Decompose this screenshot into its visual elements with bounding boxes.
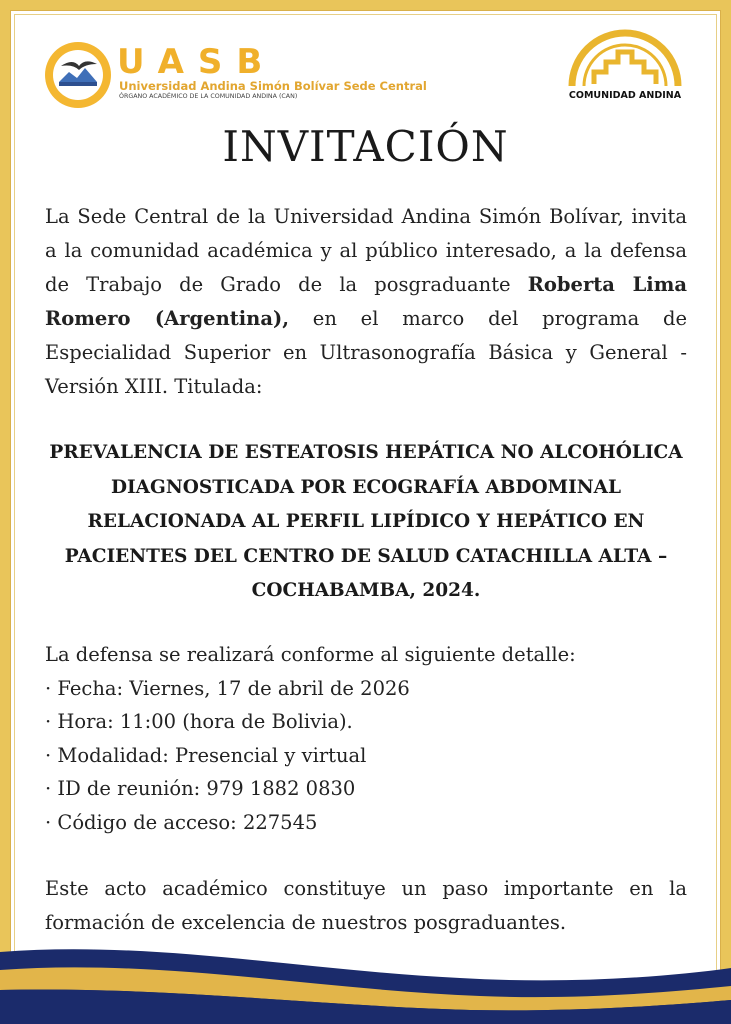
intro-text-2: en el marco del programa de Especialidad Superior en Ultrasonografía Básica y General - Versión XIII. Titulada:	[45, 307, 687, 398]
uasb-subtitle: Universidad Andina Simón Bolívar Sede Central	[119, 79, 427, 93]
page-title: INVITACIÓN	[222, 122, 509, 171]
intro-text-1: La Sede Central de la Universidad Andina Simón Bolívar, invita a la comunidad académica y al público interesado, a la defensa de Trabajo de Grado de la posgraduante	[45, 205, 687, 296]
closing-paragraph: Este acto académico constituye un paso importante en la formación de excelencia de nuestros posgraduantes.	[45, 877, 687, 934]
detail-fecha: · Fecha: Viernes, 17 de abril de 2026	[45, 676, 410, 700]
details-intro: La defensa se realizará conforme al siguiente detalle:	[45, 643, 576, 666]
uasb-logo	[45, 42, 427, 112]
comunidad-andina-emblem-icon	[562, 26, 688, 90]
defense-details	[45, 638, 687, 839]
comunidad-andina-label: COMUNIDAD ANDINA	[568, 90, 682, 101]
thesis-title: PREVALENCIA DE ESTEATOSIS HEPÁTICA NO ALCOHÓLICA DIAGNOSTICADA POR ECOGRAFÍA ABDOMINAL RELACIONADA AL PERFIL LIPÍDICO Y HEPÁTICO EN PACIENTES DEL CENTRO DE SALUD CATACHILLA ALTA – COCHABAMBA, 2024.	[49, 442, 683, 601]
footer-wave	[0, 930, 731, 1024]
comunidad-andina-logo	[562, 26, 688, 106]
uasb-tagline: ÓRGANO ACADÉMICO DE LA COMUNIDAD ANDINA (CAN)	[119, 93, 298, 100]
detail-modalidad: · Modalidad: Presencial y virtual	[45, 743, 367, 767]
uasb-wordmark: UASB	[117, 42, 277, 82]
student-name: Roberta Lima Romero (Argentina),	[45, 273, 687, 330]
detail-access-code: · Código de acceso: 227545	[45, 810, 318, 834]
detail-hora: · Hora: 11:00 (hora de Bolivia).	[45, 710, 353, 733]
detail-meeting-id: · ID de reunión: 979 1882 0830	[45, 777, 356, 800]
uasb-seal-icon	[45, 42, 111, 108]
intro-paragraph	[45, 200, 687, 404]
